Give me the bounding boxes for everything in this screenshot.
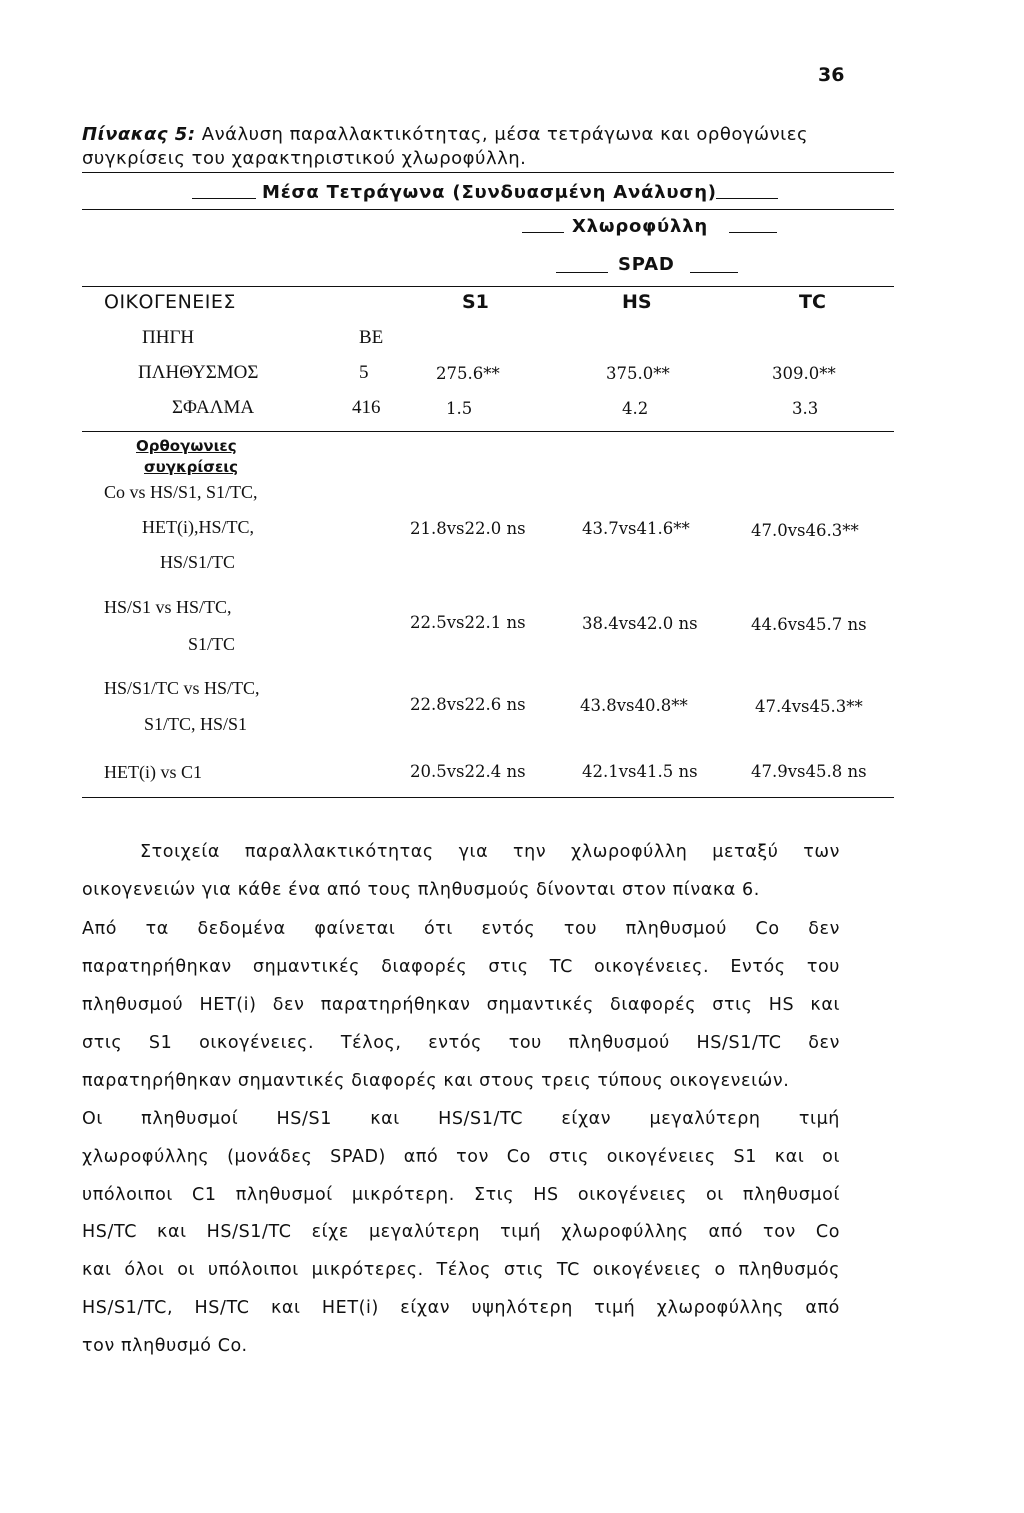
comparison-hs: 38.4vs42.0 ns (582, 614, 698, 633)
page-number: 36 (818, 64, 845, 86)
paragraph-line: υπόλοιποι C1 πληθυσμοί μικρότερη. Στις HS οικογένειες οι πληθυσμοί (82, 1185, 840, 1205)
header-rule (82, 286, 894, 287)
table-caption-text-2: συγκρίσεις του χαρακτηριστικού χλωροφύλλη. (82, 148, 527, 169)
title-underscore-left (192, 198, 256, 199)
table-caption-label: Πίνακας 5: (82, 124, 196, 145)
comparison-tc: 44.6vs45.7 ns (751, 615, 867, 634)
paragraph-line: παρατηρήθηκαν σημαντικές διαφορές και στους τρεις τύπους οικογενειών. (82, 1071, 790, 1091)
comparison-label-line: Co vs HS/S1, S1/TC, (104, 482, 258, 502)
group-header: Χλωροφύλλη (572, 216, 708, 237)
paragraph-line: τον πληθυσμό Co. (82, 1336, 248, 1356)
unit-underscore-left (556, 272, 608, 273)
group-underscore-right (729, 232, 777, 233)
anova-row-df: 5 (359, 362, 369, 383)
comparison-tc: 47.4vs45.3** (755, 697, 863, 716)
title-underscore-right (716, 198, 778, 199)
comparison-s1: 22.5vs22.1 ns (410, 613, 526, 632)
col-header-tc: TC (799, 291, 826, 313)
orth-header-1: Ορθογωνιες (136, 437, 237, 455)
anova-row-s1: 275.6** (436, 364, 500, 383)
comparison-s1: 21.8vs22.0 ns (410, 519, 526, 538)
comparison-label-line: HS/S1 vs HS/TC, (104, 597, 232, 617)
caption-rule (82, 172, 894, 173)
unit-underscore-right (690, 272, 738, 273)
paragraph-line: Στοιχεία παραλλακτικότητας για την χλωροφύλλη μεταξύ των (140, 842, 840, 862)
table-title: Μέσα Τετράγωνα (Συνδυασμένη Ανάλυση) (262, 182, 717, 203)
anova-row-label: ΠΗΓΗ (142, 327, 195, 348)
anova-row-hs: 375.0** (606, 364, 670, 383)
paragraph-line: στις S1 οικογένειες. Τέλος, εντός του πληθυσμού HS/S1/TC δεν (82, 1033, 840, 1053)
comparison-label-line: HET(i),HS/TC, (142, 517, 254, 537)
anova-row-label: ΠΛΗΘΥΣΜΟΣ (138, 362, 259, 383)
table-caption-text-1: Ανάλυση παραλλακτικότητας, μέσα τετράγωνα και ορθογώνιες (201, 124, 809, 145)
comparison-s1: 22.8vs22.6 ns (410, 695, 526, 714)
paragraph-line: πληθυσμού HET(i) δεν παρατηρήθηκαν σημαντικές διαφορές στις HS και (82, 995, 840, 1015)
paragraph-line: HS/TC και HS/S1/TC είχε μεγαλύτερη τιμή χλωροφύλλης από τον Co (82, 1222, 840, 1242)
comparison-tc: 47.9vs45.8 ns (751, 762, 867, 781)
unit-header: SPAD (618, 254, 675, 275)
paragraph-line: οικογενειών για κάθε ένα από τους πληθυσμούς δίνονται στον πίνακα 6. (82, 880, 760, 900)
comparison-tc: 47.0vs46.3** (751, 521, 859, 540)
anova-row-tc: 309.0** (772, 364, 836, 383)
anova-row-df: ΒΕ (359, 327, 384, 348)
table-caption-line-1 (82, 124, 808, 145)
anova-row-tc: 3.3 (792, 399, 819, 418)
comparison-label-line: HET(i) vs C1 (104, 762, 202, 782)
comparison-label-line: S1/TC (188, 634, 236, 654)
anova-row-hs: 4.2 (622, 399, 649, 418)
paragraph-line: και όλοι οι υπόλοιποι μικρότερες. Τέλος στις TC οικογένειες ο πληθυσμός (82, 1260, 840, 1280)
col-header-hs: HS (622, 291, 652, 313)
anova-rule (82, 431, 894, 432)
title-rule (82, 209, 894, 210)
comparison-s1: 20.5vs22.4 ns (410, 762, 526, 781)
orth-header-2: συγκρίσεις (144, 458, 239, 476)
comparison-label-line: S1/TC, HS/S1 (144, 714, 248, 734)
comparison-hs: 43.8vs40.8** (580, 696, 688, 715)
col-header-families: ΟΙΚΟΓΕΝΕΙΕΣ (104, 291, 236, 313)
paragraph-line: Οι πληθυσμοί HS/S1 και HS/S1/TC είχαν μεγαλύτερη τιμή (82, 1109, 840, 1129)
comparison-hs: 43.7vs41.6** (582, 519, 690, 538)
paragraph-line: χλωροφύλλης (μονάδες SPAD) από τον Co στις οικογένειες S1 και οι (82, 1147, 840, 1167)
comparison-label-line: HS/S1/TC (160, 552, 236, 572)
group-underscore-left (522, 232, 564, 233)
anova-row-df: 416 (352, 397, 381, 418)
table-bottom-rule (82, 797, 894, 798)
comparison-label-line: HS/S1/TC vs HS/TC, (104, 678, 260, 698)
paragraph-line: παρατηρήθηκαν σημαντικές διαφορές στις TC οικογένειες. Εντός του (82, 957, 840, 977)
anova-row-s1: 1.5 (446, 399, 473, 418)
comparison-hs: 42.1vs41.5 ns (582, 762, 698, 781)
anova-row-label: ΣΦΑΛΜΑ (172, 397, 255, 418)
col-header-s1: S1 (462, 291, 489, 313)
paragraph-line: Από τα δεδομένα φαίνεται ότι εντός του πληθυσμού Co δεν (82, 919, 840, 939)
paragraph-line: HS/S1/TC, HS/TC και HET(i) είχαν υψηλότερη τιμή χλωροφύλλης από (82, 1298, 840, 1318)
